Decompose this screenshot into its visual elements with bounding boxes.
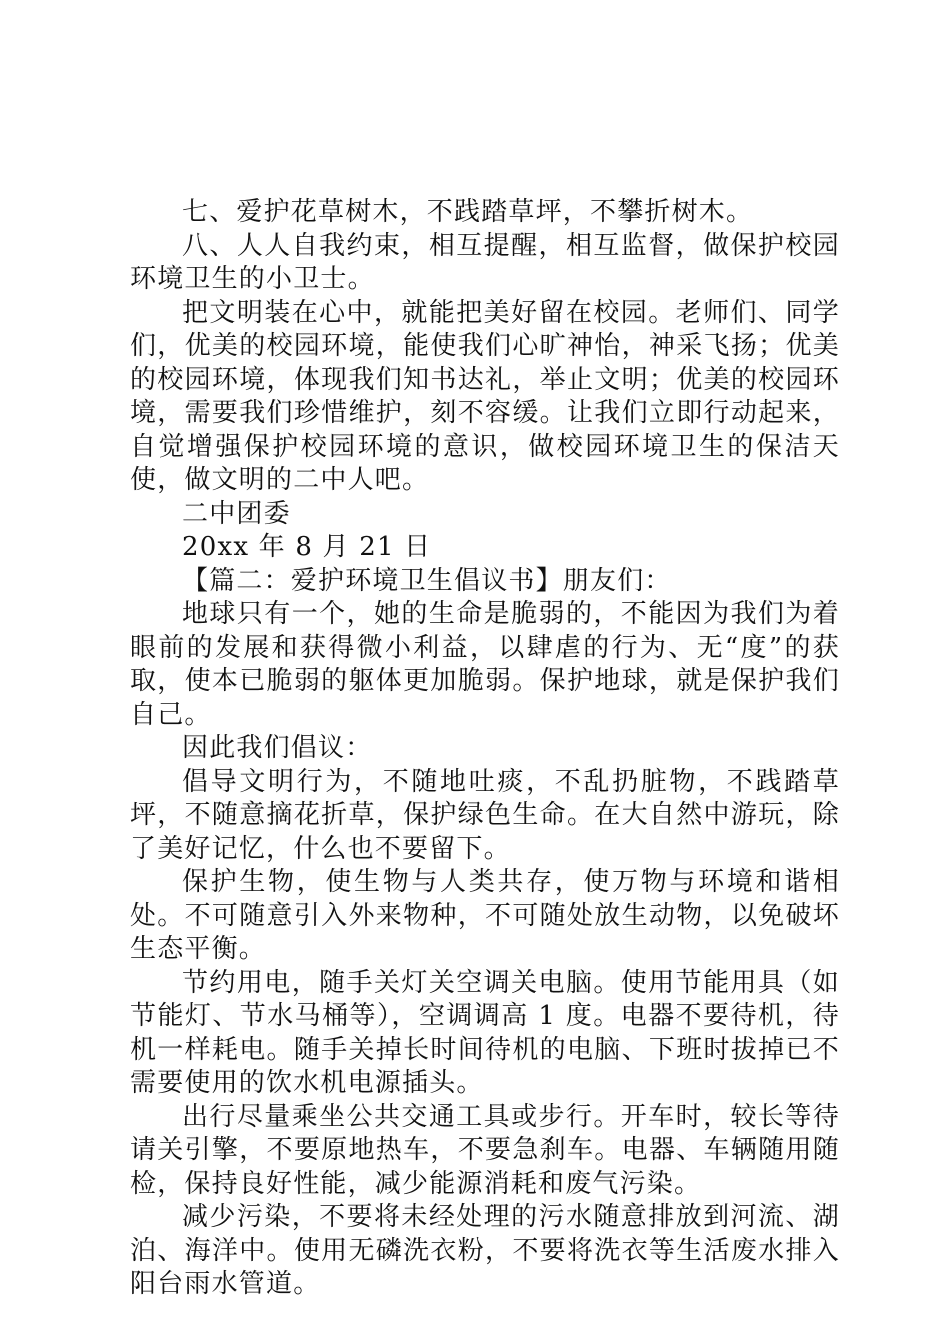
paragraph-we-propose: 因此我们倡议： xyxy=(182,733,373,763)
paragraph-protect-creatures: 保护生物，使生物与人类共存，使万物与环境和谐相处。不可随意引入外来物种，不可随处放生动物，以免破坏生态平衡。 xyxy=(130,867,840,964)
paragraph-rule-seven: 七、爱护花草树木，不践踏草坪，不攀折树木。 xyxy=(182,197,754,227)
section-two-heading: 【篇二：爱护环境卫生倡议书】朋友们： xyxy=(182,565,672,596)
signature-organization: 二中团委 xyxy=(182,498,291,529)
document-body xyxy=(130,196,840,1302)
paragraph-rule-eight: 八、人人自我约束，相互提醒，相互监督，做保护校园环境卫生的小卫士。 xyxy=(130,230,840,294)
paragraph-earth: 地球只有一个，她的生命是脆弱的，不能因为我们为着眼前的发展和获得微小利益，以肆虐的行为、无“度”的获取，使本已脆弱的躯体更加脆弱。保护地球，就是保护我们自己。 xyxy=(130,599,840,730)
paragraph-closing-appeal: 把文明装在心中，就能把美好留在校园。老师们、同学们，优美的校园环境，能使我们心旷神怡，神采飞扬；优美的校园环境，体现我们知书达礼，举止文明；优美的校园环境，需要我们珍惜维护，刻不容缓。让我们立即行动起来，自觉增强保护校园环境的意识，做校园环境卫生的保洁天使，做文明的二中人吧。 xyxy=(130,297,840,495)
paragraph-civilized-behavior: 倡导文明行为，不随地吐痰，不乱扔脏物，不践踏草坪，不随意摘花折草，保护绿色生命。在大自然中游玩，除了美好记忆，什么也不要留下。 xyxy=(130,766,840,864)
paragraph-transport: 出行尽量乘坐公共交通工具或步行。开车时，较长等待请关引擎，不要原地热车，不要急刹车。电器、车辆随用随检，保持良好性能，减少能源消耗和废气污染。 xyxy=(130,1101,840,1199)
paragraph-reduce-pollution: 减少污染，不要将未经处理的污水随意排放到河流、湖泊、海洋中。使用无磷洗衣粉，不要将洗衣等生活废水排入阳台雨水管道。 xyxy=(130,1202,840,1299)
signature-date: 20xx 年 8 月 21 日 xyxy=(182,532,432,562)
paragraph-save-electricity: 节约用电，随手关灯关空调关电脑。使用节能用具（如节能灯、节水马桶等），空调调高 1 度。电器不要待机，待机一样耗电。随手关掉长时间待机的电脑、下班时拔掉已不需要使用的饮水机电源插头。 xyxy=(130,967,840,1098)
